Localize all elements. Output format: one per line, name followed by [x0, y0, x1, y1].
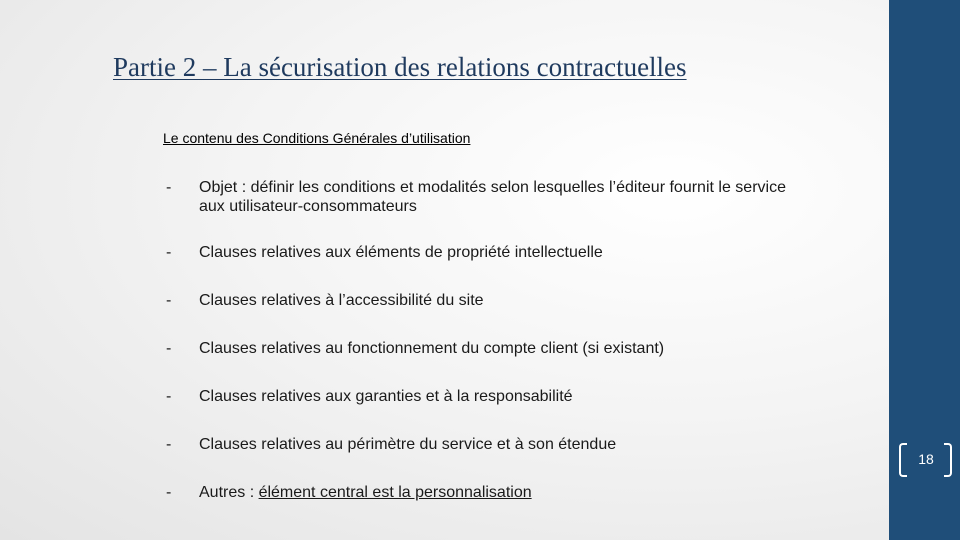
- bullet-dash: -: [166, 292, 172, 309]
- bullet-text: [199, 483, 799, 502]
- section-subtitle: Le contenu des Conditions Générales d’utilisation: [163, 130, 471, 146]
- bullet-dash: -: [166, 388, 172, 405]
- bullet-dash: -: [166, 340, 172, 357]
- bullet-text: Objet : définir les conditions et modalités selon lesquelles l’éditeur fournit le service aux utilisateur-consommateurs: [199, 179, 786, 215]
- slide-title: Partie 2 – La sécurisation des relations contractuelles: [113, 52, 687, 82]
- bullet-text: Clauses relatives à l’accessibilité du site: [199, 292, 484, 309]
- bullet-text: Clauses relatives au périmètre du service et à son étendue: [199, 436, 617, 453]
- bullet-text-prefix: Autres :: [199, 484, 259, 501]
- bullet-dash: -: [166, 244, 172, 261]
- bullet-text-emphasis: élément central est la personnalisation: [258, 484, 532, 501]
- bullet-dash: -: [166, 484, 172, 501]
- bullet-dash: -: [166, 179, 172, 196]
- bullet-text: Clauses relatives aux éléments de propriété intellectuelle: [199, 244, 603, 261]
- bullet-text: Clauses relatives au fonctionnement du compte client (si existant): [199, 340, 665, 357]
- bullet-text: Clauses relatives aux garanties et à la responsabilité: [199, 388, 573, 405]
- page-number: 18: [918, 451, 934, 467]
- bullet-dash: -: [166, 436, 172, 453]
